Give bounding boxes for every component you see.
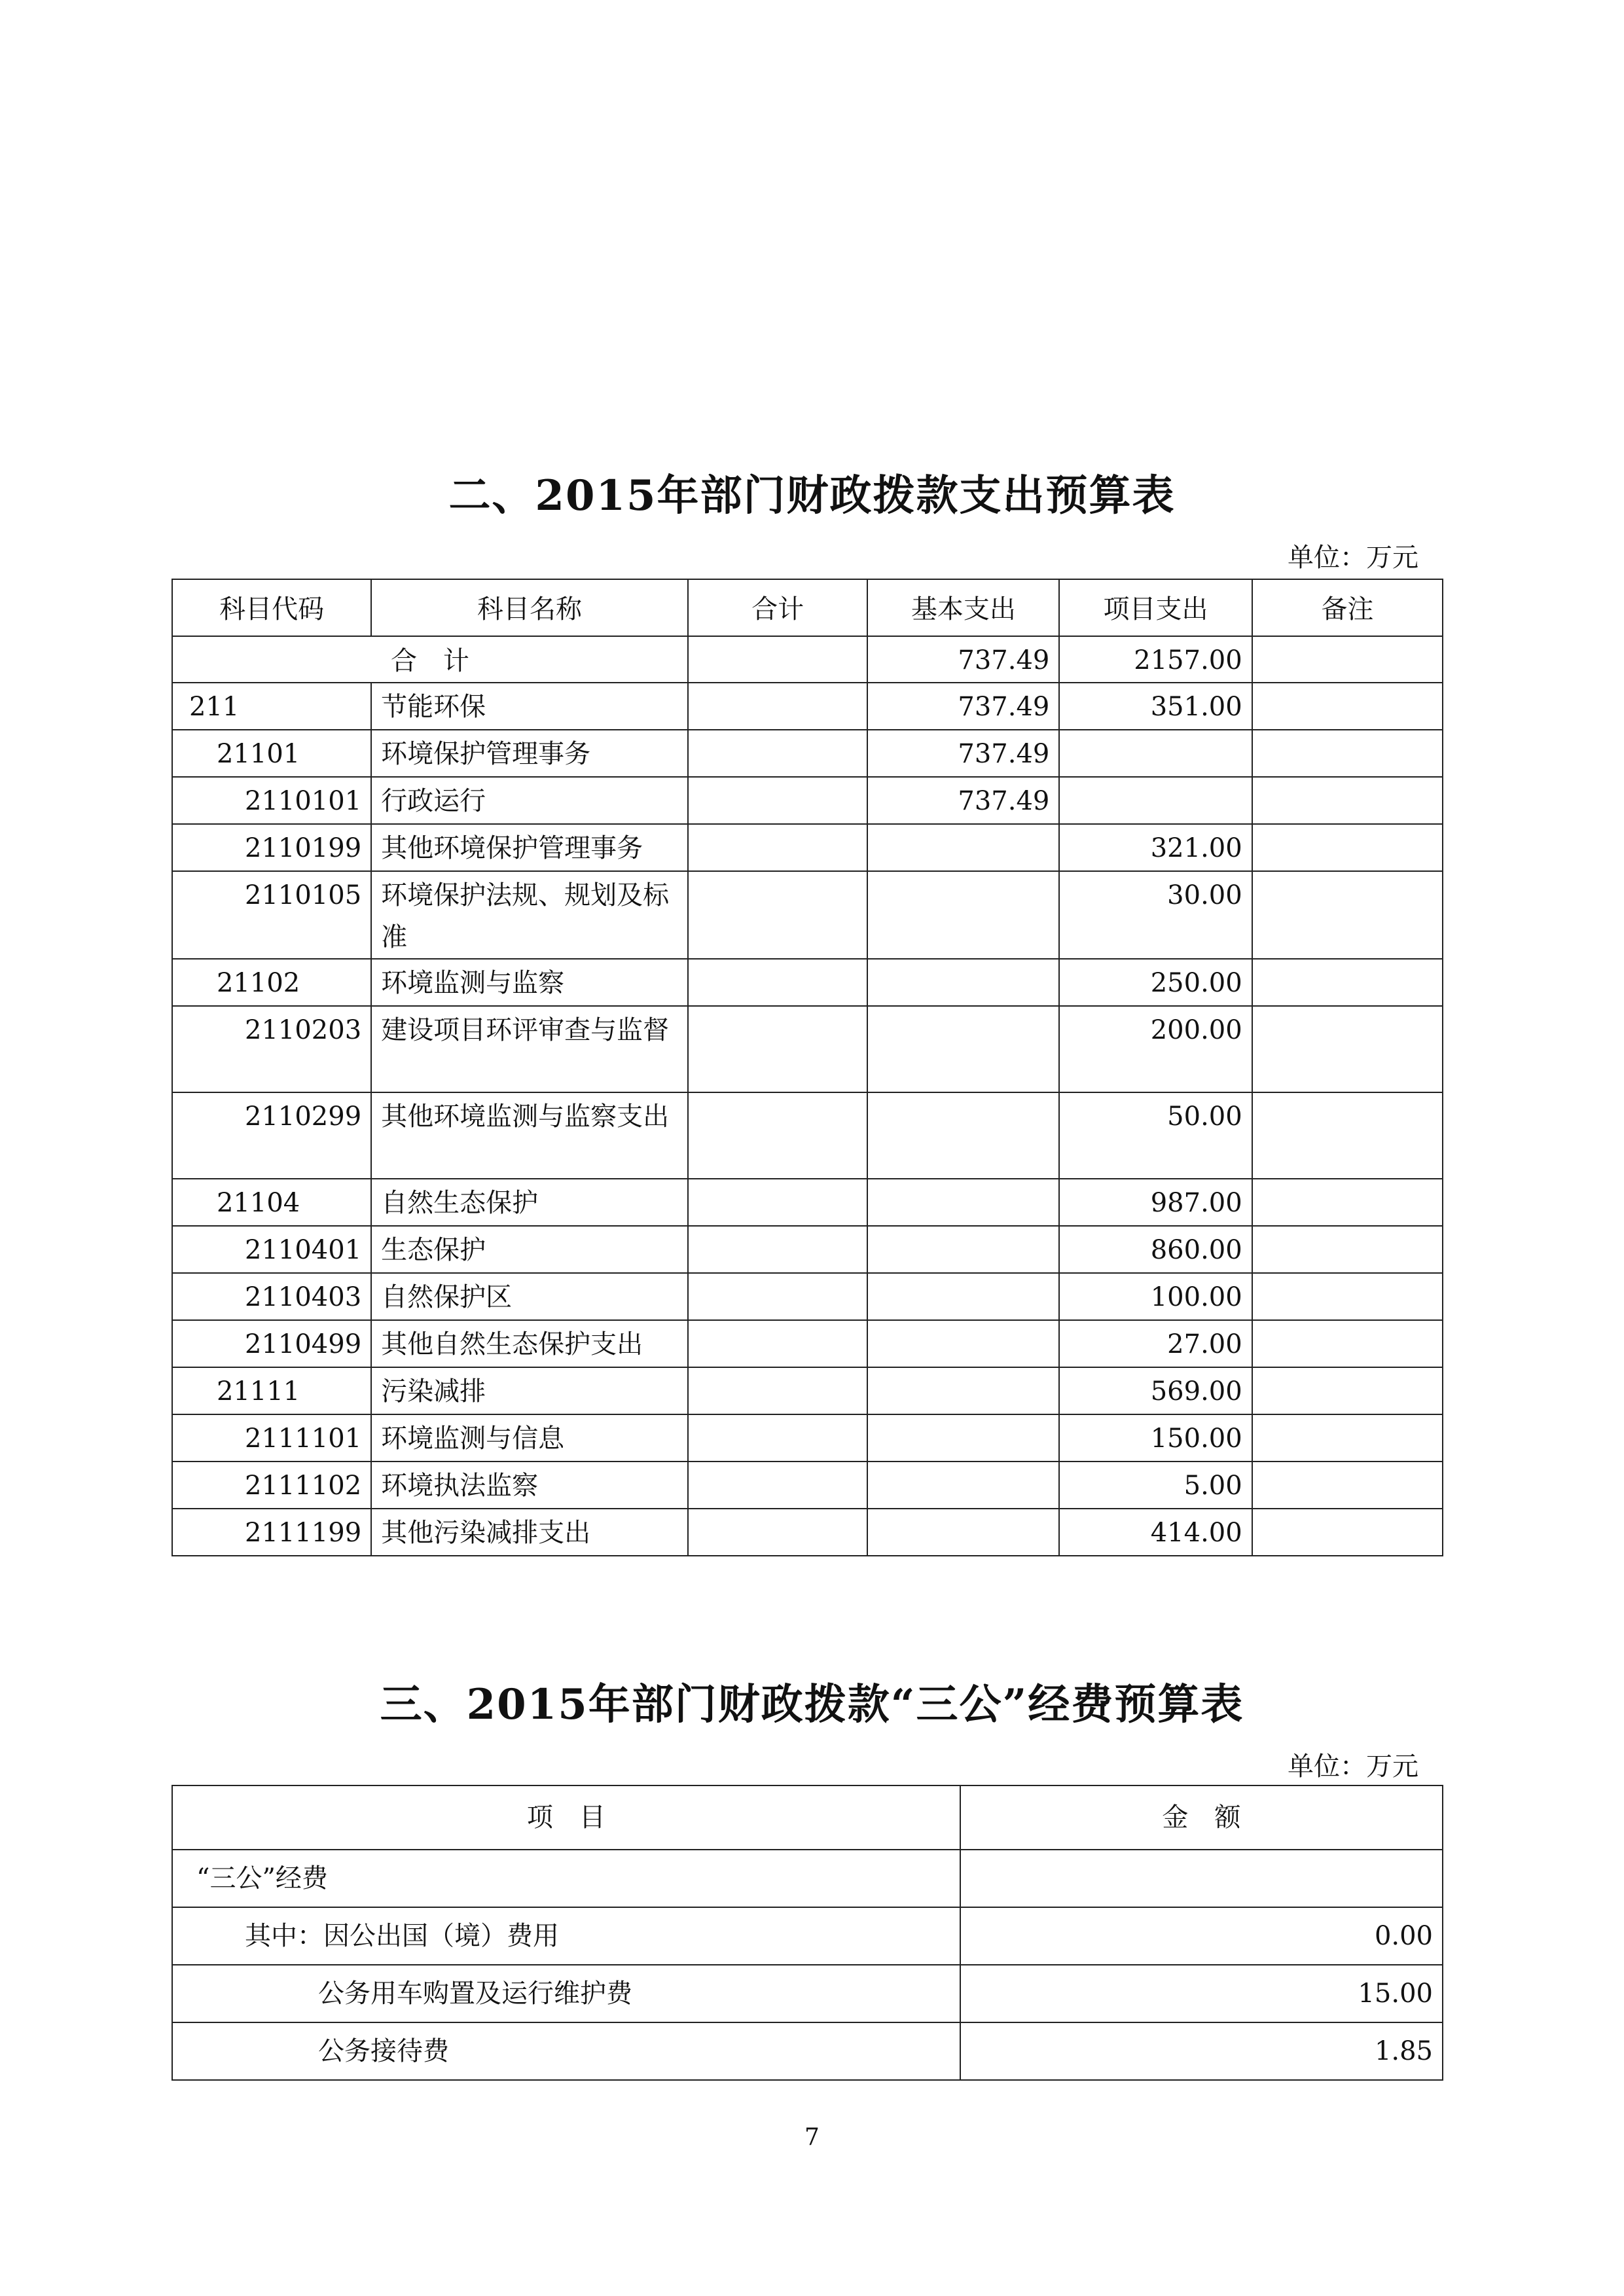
note-cell xyxy=(1252,777,1443,824)
project-cell: 987.00 xyxy=(1059,1179,1252,1226)
code-cell: 21102 xyxy=(172,959,371,1006)
project-cell: 30.00 xyxy=(1059,871,1252,959)
name-cell: 环境执法监察 xyxy=(371,1462,688,1509)
basic-cell: 737.49 xyxy=(867,777,1059,824)
basic-cell xyxy=(867,1367,1059,1414)
project-cell: 860.00 xyxy=(1059,1226,1252,1273)
total-cell xyxy=(688,824,868,871)
project-cell: 5.00 xyxy=(1059,1462,1252,1509)
name-cell: 环境保护管理事务 xyxy=(371,730,688,777)
table-row xyxy=(172,1092,1443,1179)
code-cell: 2110101 xyxy=(172,777,371,824)
code-cell: 2110203 xyxy=(172,1006,371,1092)
basic-cell xyxy=(867,871,1059,959)
note-cell xyxy=(1252,824,1443,871)
code-cell: 2111102 xyxy=(172,1462,371,1509)
project-cell: 27.00 xyxy=(1059,1320,1252,1367)
table-row xyxy=(172,1179,1443,1226)
table-row xyxy=(172,1965,1443,2022)
note-cell xyxy=(1252,871,1443,959)
total-cell xyxy=(688,959,868,1006)
project-cell: 50.00 xyxy=(1059,1092,1252,1179)
total-cell xyxy=(688,1092,868,1179)
total-cell xyxy=(688,1006,868,1092)
basic-cell xyxy=(867,1320,1059,1367)
project-cell: 250.00 xyxy=(1059,959,1252,1006)
column-header: 项目支出 xyxy=(1059,579,1252,636)
header-row xyxy=(172,579,1443,636)
name-cell: 环境监测与信息 xyxy=(371,1414,688,1462)
basic-cell: 737.49 xyxy=(867,730,1059,777)
name-cell: 节能环保 xyxy=(371,683,688,730)
name-cell: 环境保护法规、规划及标准 xyxy=(371,871,688,959)
name-cell: 自然保护区 xyxy=(371,1273,688,1320)
name-cell: 其他环境监测与监察支出 xyxy=(371,1092,688,1179)
code-cell: 21101 xyxy=(172,730,371,777)
name-cell: 生态保护 xyxy=(371,1226,688,1273)
total-cell xyxy=(688,871,868,959)
column-header: 科目名称 xyxy=(371,579,688,636)
project-cell xyxy=(1059,730,1252,777)
item-cell: 其中：因公出国（境）费用 xyxy=(172,1907,960,1965)
project-cell xyxy=(1059,777,1252,824)
total-cell xyxy=(688,730,868,777)
note-cell xyxy=(1252,1414,1443,1462)
section3-title: 三、2015年部门财政拨款“三公”经费预算表 xyxy=(380,1680,1244,1729)
column-header: 科目代码 xyxy=(172,579,371,636)
table-row xyxy=(172,2022,1443,2080)
table-row xyxy=(172,1414,1443,1462)
code-cell: 211 xyxy=(172,683,371,730)
note-cell xyxy=(1252,1092,1443,1179)
project-cell: 2157.00 xyxy=(1059,636,1252,683)
note-cell xyxy=(1252,1320,1443,1367)
table-row xyxy=(172,730,1443,777)
basic-cell xyxy=(867,1179,1059,1226)
table-row xyxy=(172,1226,1443,1273)
note-cell xyxy=(1252,1509,1443,1556)
basic-cell xyxy=(867,824,1059,871)
column-header: 备注 xyxy=(1252,579,1443,636)
header-row xyxy=(172,1785,1443,1850)
budget-expenditure-table xyxy=(171,579,1443,1556)
table-row xyxy=(172,1320,1443,1367)
basic-cell xyxy=(867,1414,1059,1462)
note-cell xyxy=(1252,1462,1443,1509)
note-cell xyxy=(1252,1226,1443,1273)
project-cell: 200.00 xyxy=(1059,1006,1252,1092)
code-cell: 2110199 xyxy=(172,824,371,871)
name-cell: 其他污染减排支出 xyxy=(371,1509,688,1556)
amount-cell: 1.85 xyxy=(960,2022,1443,2080)
note-cell xyxy=(1252,1273,1443,1320)
project-cell: 150.00 xyxy=(1059,1414,1252,1462)
total-label: 合 计 xyxy=(172,636,688,683)
code-cell: 21104 xyxy=(172,1179,371,1226)
total-cell xyxy=(688,1320,868,1367)
section2-unit: 单位：万元 xyxy=(1288,543,1418,573)
column-header: 项 目 xyxy=(172,1785,960,1850)
code-cell: 2111101 xyxy=(172,1414,371,1462)
name-cell: 污染减排 xyxy=(371,1367,688,1414)
table-row xyxy=(172,1006,1443,1092)
note-cell xyxy=(1252,959,1443,1006)
project-cell: 321.00 xyxy=(1059,824,1252,871)
code-cell: 2110499 xyxy=(172,1320,371,1367)
note-cell xyxy=(1252,1179,1443,1226)
name-cell: 自然生态保护 xyxy=(371,1179,688,1226)
table-row xyxy=(172,1367,1443,1414)
note-cell xyxy=(1252,636,1443,683)
project-cell: 351.00 xyxy=(1059,683,1252,730)
project-cell: 569.00 xyxy=(1059,1367,1252,1414)
name-cell: 其他环境保护管理事务 xyxy=(371,824,688,871)
basic-cell xyxy=(867,959,1059,1006)
total-cell xyxy=(688,1509,868,1556)
total-cell xyxy=(688,777,868,824)
table-row xyxy=(172,959,1443,1006)
name-cell: 建设项目环评审查与监督 xyxy=(371,1006,688,1092)
total-cell xyxy=(688,1179,868,1226)
code-cell: 2111199 xyxy=(172,1509,371,1556)
column-header: 基本支出 xyxy=(867,579,1059,636)
total-cell xyxy=(688,1273,868,1320)
item-cell: “三公”经费 xyxy=(172,1850,960,1907)
basic-cell xyxy=(867,1509,1059,1556)
total-cell xyxy=(688,1414,868,1462)
table-row xyxy=(172,683,1443,730)
column-header: 合计 xyxy=(688,579,868,636)
table-row xyxy=(172,777,1443,824)
note-cell xyxy=(1252,730,1443,777)
total-row xyxy=(172,636,1443,683)
note-cell xyxy=(1252,683,1443,730)
basic-cell xyxy=(867,1273,1059,1320)
code-cell: 2110105 xyxy=(172,871,371,959)
code-cell: 2110403 xyxy=(172,1273,371,1320)
table-row xyxy=(172,1509,1443,1556)
item-cell: 公务用车购置及运行维护费 xyxy=(172,1965,960,2022)
name-cell: 环境监测与监察 xyxy=(371,959,688,1006)
column-header: 金 额 xyxy=(960,1785,1443,1850)
code-cell: 21111 xyxy=(172,1367,371,1414)
section2-title: 二、2015年部门财政拨款支出预算表 xyxy=(448,471,1176,520)
amount-cell xyxy=(960,1850,1443,1907)
code-cell: 2110299 xyxy=(172,1092,371,1179)
name-cell: 其他自然生态保护支出 xyxy=(371,1320,688,1367)
basic-cell: 737.49 xyxy=(867,683,1059,730)
basic-cell xyxy=(867,1092,1059,1179)
amount-cell: 15.00 xyxy=(960,1965,1443,2022)
table-row xyxy=(172,1850,1443,1907)
table-row xyxy=(172,871,1443,959)
amount-cell: 0.00 xyxy=(960,1907,1443,1965)
project-cell: 414.00 xyxy=(1059,1509,1252,1556)
table-row xyxy=(172,824,1443,871)
total-cell xyxy=(688,1462,868,1509)
basic-cell: 737.49 xyxy=(867,636,1059,683)
name-cell: 行政运行 xyxy=(371,777,688,824)
project-cell: 100.00 xyxy=(1059,1273,1252,1320)
table-row xyxy=(172,1462,1443,1509)
item-cell: 公务接待费 xyxy=(172,2022,960,2080)
note-cell xyxy=(1252,1367,1443,1414)
total-cell xyxy=(688,683,868,730)
total-cell xyxy=(688,1367,868,1414)
table-row xyxy=(172,1273,1443,1320)
code-cell: 2110401 xyxy=(172,1226,371,1273)
total-cell xyxy=(688,636,868,683)
basic-cell xyxy=(867,1226,1059,1273)
basic-cell xyxy=(867,1006,1059,1092)
section3-unit: 单位：万元 xyxy=(1288,1751,1418,1782)
table-row xyxy=(172,1907,1443,1965)
note-cell xyxy=(1252,1006,1443,1092)
three-public-expenses-table xyxy=(171,1785,1443,2081)
basic-cell xyxy=(867,1462,1059,1509)
page-number: 7 xyxy=(804,2124,820,2151)
total-cell xyxy=(688,1226,868,1273)
